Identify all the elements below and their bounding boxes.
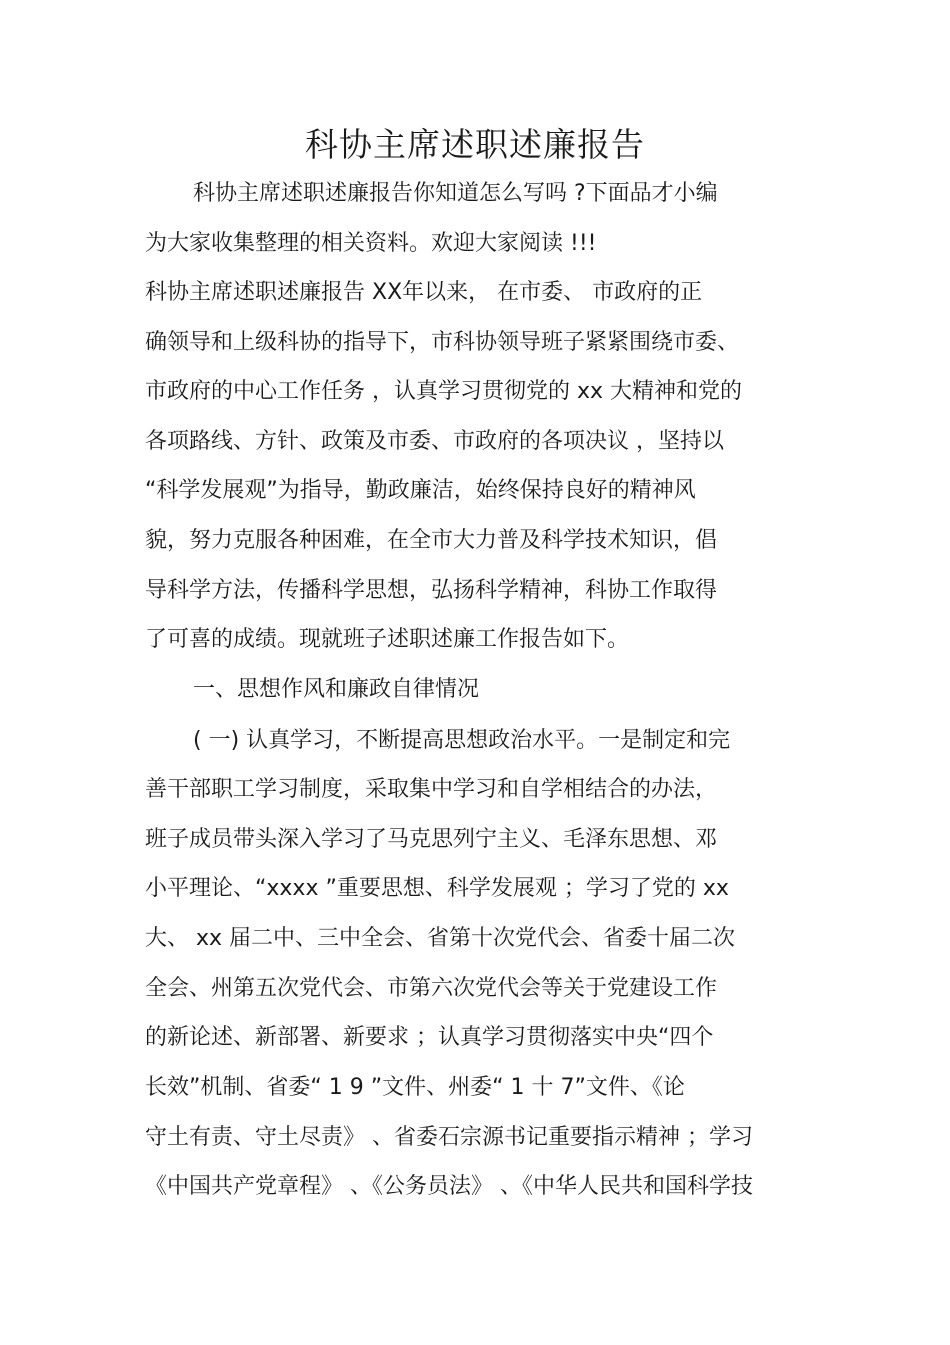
paragraph-line: 长效”机制、省委“ 1 9 ”文件、州委“ 1 十 7”文件、《论 xyxy=(145,1075,685,1100)
paragraph-line: “科学发展观”为指导，勤政廉洁，始终保持良好的精神风 xyxy=(145,478,696,503)
paragraph-line: 各项路线、方针、政策及市委、市政府的各项决议 ，坚持以 xyxy=(145,429,724,454)
paragraph-line: 小平理论、“xxxx ”重要思想、科学发展观 ；学习了党的 xx xyxy=(145,876,729,901)
paragraph-line: 确领导和上级科协的指导下，市科协领导班子紧紧围绕市委、 xyxy=(145,330,740,355)
paragraph-line: 为大家收集整理的相关资料。欢迎大家阅读 !!! xyxy=(145,231,597,256)
document-title: 科协主席述职述廉报告 xyxy=(305,125,645,164)
paragraph-line: 导科学方法，传播科学思想，弘扬科学精神，科协工作取得 xyxy=(145,578,718,603)
paragraph-line: 科协主席述职述廉报告你知道怎么写吗 ?下面品才小编 xyxy=(193,181,718,206)
paragraph-line: 全会、州第五次党代会、市第六次党代会等关于党建设工作 xyxy=(145,976,718,1001)
paragraph-line: 科协主席述职述廉报告 XX年以来， 在市委、 市政府的正 xyxy=(145,280,703,305)
paragraph-line: ( 一) 认真学习，不断提高思想政治水平。一是制定和完 xyxy=(193,728,731,753)
paragraph-line: 守土有责、守土尽责》 、省委石宗源书记重要指示精神 ；学习 xyxy=(145,1125,753,1150)
paragraph-line: 貌，努力克服各种困难，在全市大力普及科学技术知识，倡 xyxy=(145,528,718,553)
paragraph-line: 班子成员带头深入学习了马克思列宁主义、毛泽东思想、邓 xyxy=(145,827,718,852)
paragraph-line: 市政府的中心工作任务 ，认真学习贯彻党的 xx 大精神和党的 xyxy=(145,379,743,404)
paragraph-line: 《中国共产党章程》 、《公务员法》 、《中华人民共和国科学技 xyxy=(145,1174,753,1199)
paragraph-line: 善干部职工学习制度，采取集中学习和自学相结合的办法， xyxy=(145,777,718,802)
paragraph-line: 大、 xx 届二中、三中全会、省第十次党代会、省委十届二次 xyxy=(145,926,736,951)
paragraph-line: 的新论述、新部署、新要求 ；认真学习贯彻落实中央“四个 xyxy=(145,1025,714,1050)
section-heading: 一、思想作风和廉政自律情况 xyxy=(193,677,480,702)
paragraph-line: 了可喜的成绩。现就班子述职述廉工作报告如下。 xyxy=(145,627,630,652)
